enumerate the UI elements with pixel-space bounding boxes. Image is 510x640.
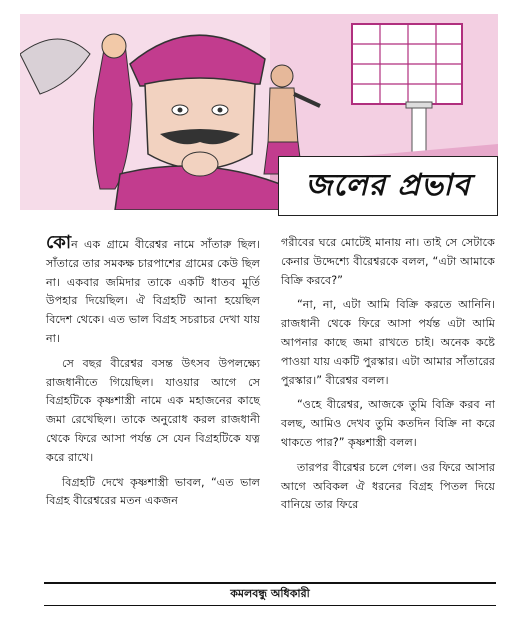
paragraph: বিগ্রহটি দেখে কৃষ্ণশাস্ত্রী ভাবল, “এত ভাল বিগ্রহ বীরেশ্বরের মতন একজন — [46, 475, 260, 508]
drop-cap: কো — [46, 232, 72, 253]
title-box — [278, 156, 498, 216]
right-column — [281, 234, 495, 521]
author-rule-top — [44, 582, 496, 584]
paragraph: “না, না, এটা আমি বিক্রি করতে আনিনি। রাজধানী থেকে ফিরে আসা পর্যন্ত এটা আমি আপনার কাছে জমা রাখতে চাই। অনেক কষ্টে পাওয়া যায় একটি পুরস্কার। এটা আমার সাঁতারের পুরস্কার।” বীরেশ্বর বলল। — [281, 298, 495, 387]
paragraph-text: ন এক গ্রামে বীরেশ্বর নামে সাঁতারু ছিল। সাঁতারে তার সমকক্ষ চারপাশের গ্রামের কেউ ছিল না। একবার জমিদার তাকে একটি ধাতব মূর্তি উপহার দিয়েছিল। ঐ বিগ্রহটি আনা হয়েছিল বিদেশ থেকে। এত ভাল বিগ্রহ সচরাচর দেখা যায় না। — [46, 238, 260, 345]
author-name: কমলবন্ধু অধিকারী — [230, 587, 310, 600]
story-title: জলের প্রভাব — [305, 167, 471, 203]
paragraph: “ওহে বীরেশ্বর, আজকে তুমি বিক্রি করব না বলছ, আমিও দেখব তুমি কতদিন বিক্রি না করে থাকতে পার?” কৃষ্ণশাস্ত্রী বলল। — [281, 398, 495, 449]
left-column — [46, 234, 260, 517]
author-rule-bottom — [44, 605, 496, 606]
paragraph — [46, 234, 260, 349]
paragraph: সে বছর বীরেশ্বর বসন্ত উৎসব উপলক্ষ্যে রাজধানীতে গিয়েছিল। যাওয়ার আগে সে বিগ্রহটিকে কৃষ্ণশাস্ত্রী নামে এক মহাজনের কাছে জমা রেখেছিল। তাকে অনুরোধ করল রাজধানী থেকে ফিরে আসা পর্যন্ত সে যেন বিগ্রহটিকে যত্ন করে রাখে। — [46, 356, 260, 464]
paragraph: গরীবের ঘরে মোটেই মানায় না। তাই সে সেটাকে কেনার উদ্দেশ্যে বীরেশ্বরকে বলল, “এটা আমাকে বিক্রি করবে?” — [281, 236, 495, 287]
paragraph: তারপর বীরেশ্বর চলে গেল। ওর ফিরে আসার আগে অবিকল ঐ ধরনের বিগ্রহ পিতল দিয়ে বানিয়ে তার ফিরে — [281, 460, 495, 512]
